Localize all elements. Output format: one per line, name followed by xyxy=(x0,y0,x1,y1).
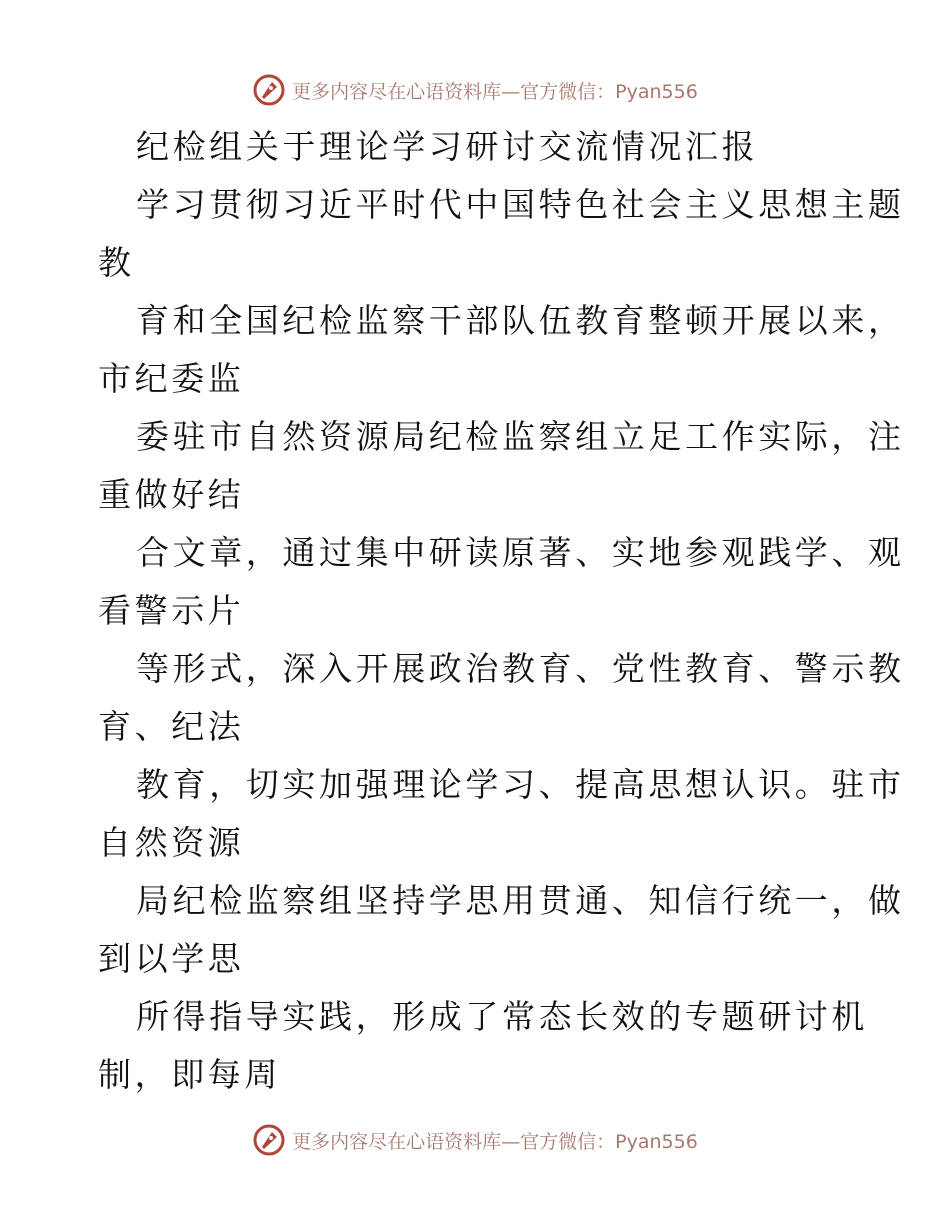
body-line: 制，即每周 xyxy=(98,1055,281,1094)
body-line: 所得指导实践，形成了常态长效的专题研讨机 xyxy=(136,997,868,1036)
body-line: 重做好结 xyxy=(98,475,245,514)
footer-watermark xyxy=(0,1120,950,1160)
body-line: 等形式，深入开展政治教育、党性教育、警示教 xyxy=(136,649,905,688)
pen-nib-circle-icon xyxy=(252,73,286,107)
watermark-text: 更多内容尽在心语资料库—官方微信：Pyan556 xyxy=(292,1130,698,1153)
body-line: 合文章，通过集中研读原著、实地参观践学、观 xyxy=(136,533,905,572)
body-line: 教育，切实加强理论学习、提高思想认识。驻市 xyxy=(136,765,905,804)
body-line: 育和全国纪检监察干部队伍教育整顿开展以来， xyxy=(136,301,905,340)
body-line: 委驻市自然资源局纪检监察组立足工作实际，注 xyxy=(136,417,905,456)
pen-nib-circle-icon xyxy=(252,1123,286,1157)
watermark-text: 更多内容尽在心语资料库—官方微信：Pyan556 xyxy=(292,80,698,103)
body-line: 自然资源 xyxy=(98,823,245,862)
body-line: 到以学思 xyxy=(98,939,245,978)
body-line: 市纪委监 xyxy=(98,359,245,398)
body-line: 局纪检监察组坚持学思用贯通、知信行统一，做 xyxy=(136,881,905,920)
body-line: 学习贯彻习近平时代中国特色社会主义思想主题 xyxy=(136,185,905,224)
header-watermark xyxy=(0,70,950,110)
body-line: 育、纪法 xyxy=(98,707,245,746)
document-title: 纪检组关于理论学习研讨交流情况汇报 xyxy=(136,127,759,166)
body-line: 看警示片 xyxy=(98,591,245,630)
document-body xyxy=(98,118,905,1104)
body-line: 教 xyxy=(98,243,135,282)
